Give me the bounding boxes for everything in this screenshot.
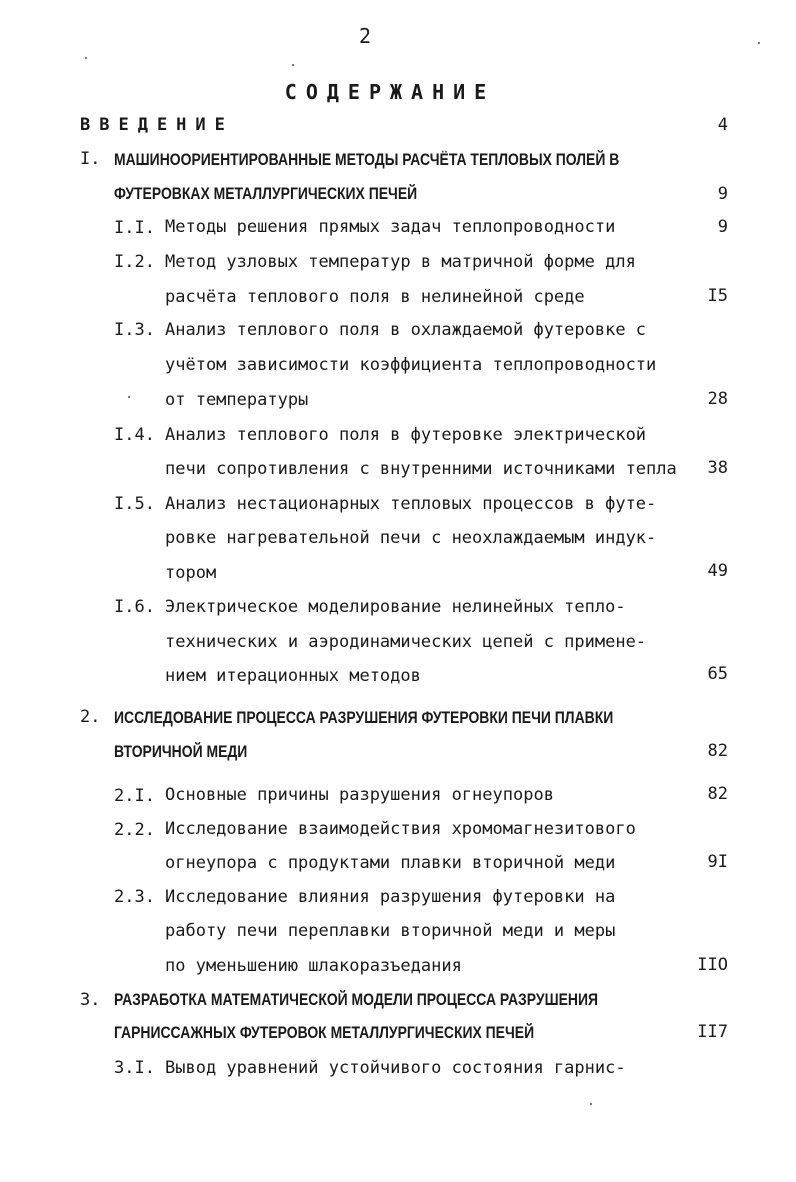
chapter-1-number: I.: [80, 149, 101, 169]
section-2-3-line3: по уменьшению шлакоразъедания: [165, 956, 462, 976]
section-1-3-line2: учётом зависимости коэффициента теплопроводности: [165, 355, 657, 375]
section-1-1-number: I.I.: [114, 218, 155, 238]
section-2-2-line2: огнеупора с продуктами плавки вторичной меди: [165, 853, 616, 873]
chapter-2-number: 2.: [80, 707, 101, 727]
section-1-5-line2: ровке нагревательной печи с неохлаждаемым индук-: [165, 528, 657, 548]
section-1-6-line2: технических и аэродинамических цепей с примене-: [165, 632, 647, 652]
chapter-1-page: 9: [717, 184, 728, 204]
section-1-5-line3: тором: [165, 563, 217, 583]
scan-speck: [128, 396, 130, 398]
section-2-2-line1: Исследование взаимодействия хромомагнезитового: [165, 819, 636, 839]
chapter-3-page: II7: [697, 1022, 728, 1042]
section-1-5-page: 49: [707, 561, 728, 581]
section-1-3-line3: от температуры: [165, 390, 309, 410]
section-3-1-line1: Вывод уравнений устойчивого состояния гарнис-: [165, 1058, 626, 1078]
chapter-2-title-line1: ИССЛЕДОВАНИЕ ПРОЦЕССА РАЗРУШЕНИЯ ФУТЕРОВКИ ПЕЧИ ПЛАВКИ: [114, 708, 614, 727]
scan-speck: [292, 64, 294, 66]
section-2-3-page: IIO: [697, 955, 728, 975]
toc-title: СОДЕРЖАНИЕ: [284, 80, 496, 104]
scan-speck: [85, 57, 87, 59]
section-1-5-number: I.5.: [114, 494, 155, 514]
chapter-1-title-line1: МАШИНООРИЕНТИРОВАННЫЕ МЕТОДЫ РАСЧЁТА ТЕПЛОВЫХ ПОЛЕЙ В: [114, 150, 620, 169]
section-2-1-number: 2.I.: [114, 786, 155, 806]
section-1-1-line1: Методы решения прямых задач теплопроводности: [165, 217, 616, 237]
section-2-1-page: 82: [707, 784, 728, 804]
section-1-4-line2: печи сопротивления с внутренними источниками тепла: [165, 459, 677, 479]
section-1-2-number: I.2.: [114, 252, 155, 272]
section-1-2-line1: Метод узловых температур в матричной форме для: [165, 252, 636, 272]
section-2-3-line2: работу печи переплавки вторичной меди и меры: [165, 921, 616, 941]
section-1-5-line1: Анализ нестационарных тепловых процессов в футе-: [165, 494, 657, 514]
section-1-2-page: I5: [707, 286, 728, 306]
section-2-3-number: 2.3.: [114, 887, 155, 907]
chapter-1-title-line2: ФУТЕРОВКАХ МЕТАЛЛУРГИЧЕСКИХ ПЕЧЕЙ: [114, 184, 418, 203]
chapter-2-page: 82: [707, 741, 728, 761]
section-1-3-page: 28: [707, 389, 728, 409]
section-1-3-number: I.3.: [114, 320, 155, 340]
section-1-6-number: I.6.: [114, 597, 155, 617]
section-2-2-page: 9I: [707, 852, 728, 872]
scan-speck: [758, 42, 760, 44]
section-1-6-line1: Электрическое моделирование нелинейных тепло-: [165, 597, 626, 617]
section-1-4-line1: Анализ теплового поля в футеровке электрической: [165, 425, 647, 445]
section-2-1-line1: Основные причины разрушения огнеупоров: [165, 785, 554, 805]
toc-intro-page: 4: [717, 115, 728, 135]
section-1-6-page: 65: [707, 664, 728, 684]
section-1-1-page: 9: [717, 217, 728, 237]
chapter-2-title-line2: ВТОРИЧНОЙ МЕДИ: [114, 742, 248, 761]
section-1-4-page: 38: [707, 458, 728, 478]
section-2-2-number: 2.2.: [114, 820, 155, 840]
page-number: 2: [358, 24, 372, 48]
section-2-3-line1: Исследование влияния разрушения футеровки на: [165, 887, 616, 907]
toc-intro-label: ВВЕДЕНИЕ: [80, 115, 234, 135]
chapter-3-title-line1: РАЗРАБОТКА МАТЕМАТИЧЕСКОЙ МОДЕЛИ ПРОЦЕССА РАЗРУШЕНИЯ: [114, 990, 598, 1009]
chapter-3-title-line2: ГАРНИССАЖНЫХ ФУТЕРОВОК МЕТАЛЛУРГИЧЕСКИХ ПЕЧЕЙ: [114, 1023, 535, 1042]
chapter-3-number: 3.: [80, 990, 101, 1010]
section-1-3-line1: Анализ теплового поля в охлаждаемой футеровке с: [165, 320, 647, 340]
section-1-4-number: I.4.: [114, 425, 155, 445]
section-1-2-line2: расчёта теплового поля в нелинейной среде: [165, 287, 585, 307]
section-3-1-number: 3.I.: [114, 1058, 155, 1078]
section-1-6-line3: нием итерационных методов: [165, 666, 421, 686]
scan-speck: [590, 1103, 592, 1105]
